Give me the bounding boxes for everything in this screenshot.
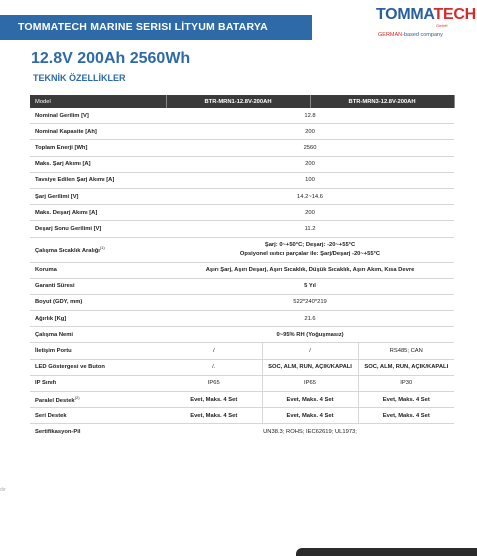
row-label: Deşarj Sonu Gerilimi [V] [30,221,166,237]
page-title: 12.8V 200Ah 2560Wh [31,50,191,67]
row-label: Nominal Kapasite [Ah] [30,124,166,140]
row-value: IP65 [166,375,262,391]
row-value: 21.6 [166,311,454,327]
row-value: 2560 [166,140,454,156]
row-value: 12.8 [166,108,454,124]
row-value: Evet, Maks. 4 Set [358,408,454,424]
company-logo [376,6,476,44]
row-value: UN38.3; ROHS; IEC62619; UL1973; [263,428,357,435]
row-value: RS485; CAN [358,343,454,359]
row-label: Nominal Gerilim [V] [30,108,166,124]
logo-gmbh: GmbH [436,23,448,28]
section-subtitle: TEKNİK ÖZELLİKLER [33,73,126,83]
header-model-1: BTR-MRN1-12.8V-200AH [166,95,310,108]
row-value: Evet, Maks. 4 Set [166,392,262,408]
header-model: Model [30,95,166,108]
spec-table [30,95,455,440]
table-row [30,294,454,310]
row-label: Çalışma Sıcaklık Aralığı$^{(1)}$ [30,237,166,262]
table-row [30,140,454,156]
logo-tagline: GERMAN-based company [378,32,443,38]
row-label: Seri Destek [30,408,166,424]
row-value: 522*240*219 [166,294,454,310]
table-row [30,343,454,359]
row-label: Sertifikasyon-Pil [35,428,81,435]
table-row [30,375,454,391]
row-label: Maks. Deşarj Akımı [A] [30,205,166,221]
footnote-marker: (2) [74,395,80,401]
row-value: SOC, ALM, RUN, AÇIK/KAPALI [262,359,358,375]
table-row [30,221,454,237]
row-label: Tavsiye Edilen Şarj Akımı [A] [30,172,166,188]
corner-decoration [296,548,477,556]
row-value: 0~95% RH (Yoğuşmasız) [166,327,454,343]
table-row [30,327,454,343]
table-row [30,424,454,440]
table-row [30,124,454,140]
row-label: Maks. Şarj Akımı [A] [30,156,166,172]
row-value: 11.2 [166,221,454,237]
row-value: 14.2~14.6 [166,188,454,204]
row-value: / [262,343,358,359]
row-value: Evet, Maks. 4 Set [358,392,454,408]
header-model-2: BTR-MRN3-12.8V-200AH [310,95,454,108]
table-row [30,311,454,327]
row-label: Ağırlık [Kg] [30,311,166,327]
row-value: 200 [166,124,454,140]
table-row [30,172,454,188]
row-value: Evet, Maks. 4 Set [166,408,262,424]
table-row [30,156,454,172]
table-row [30,408,454,424]
row-label: Şarj Gerilimi [V] [30,188,166,204]
table-row [30,278,454,294]
table-header-row [30,95,454,108]
row-value: 200 [166,205,454,221]
table-row [30,392,454,408]
row-value: / [166,343,262,359]
row-value: 5 Yıl [166,278,454,294]
row-value: IP30 [358,375,454,391]
header-banner: TOMMATECH MARINE SERISI LİTYUM BATARYA [0,15,312,40]
row-value: IP65 [262,375,358,391]
side-text-fragment: dır [0,487,6,493]
row-value: Şarj: 0~+50°C; Deşarj: -20~+55°C Opsiyonel ısıtıcı parçalar ile: Şarj/Deşarj -20~+55°C [166,237,454,262]
row-value: Evet, Maks. 4 Set [262,392,358,408]
row-label: Çalışma Nemi [30,327,166,343]
row-label: Koruma [30,262,166,278]
logo-wordmark: TOMMATECH [376,6,476,23]
table-row [30,237,454,262]
table-row [30,262,454,278]
row-label: Garanti Süresi [30,278,166,294]
row-label: İletişim Portu [30,343,166,359]
table-row [30,108,454,124]
row-value: Evet, Maks. 4 Set [262,408,358,424]
row-label: IP Sınıfı [30,375,166,391]
table-row [30,205,454,221]
row-value: 100 [166,172,454,188]
row-label: Paralel Destek$^{(2)}$ [30,392,166,408]
row-value: 200 [166,156,454,172]
table-row [30,188,454,204]
table-row [30,359,454,375]
row-label: LED Göstergesi ve Buton [30,359,166,375]
row-label: Boyut (GDY, mm) [30,294,166,310]
footnote-marker: (1) [99,245,105,251]
row-label: Toplam Enerji [Wh] [30,140,166,156]
row-value: SOC, ALM, RUN, AÇIK/KAPALI [358,359,454,375]
row-value: Aşırı Şarj, Aşırı Deşarj, Aşırı Sıcaklık, Düşük Sıcaklık, Aşırı Akım, Kısa Devre [166,262,454,278]
row-value: /. [166,359,262,375]
